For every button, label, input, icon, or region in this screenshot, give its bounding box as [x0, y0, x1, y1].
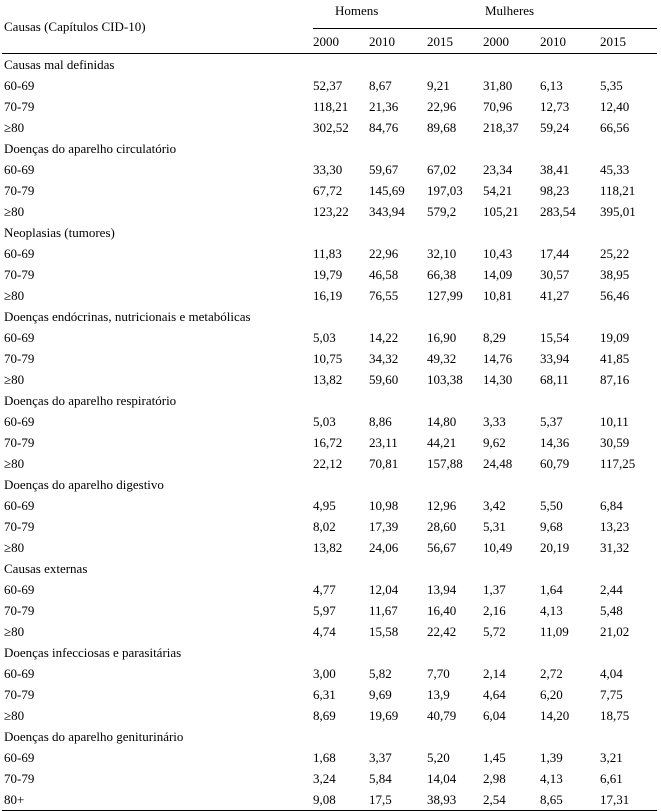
year-header: 2010 [369, 29, 427, 54]
cause-group-title: Doenças do aparelho geniturinário [4, 729, 184, 744]
table-row [2, 663, 657, 684]
rate-cell: 3,37 [369, 750, 392, 765]
rate-cell: 145,69 [369, 183, 405, 198]
rate-cell: 3,33 [483, 414, 506, 429]
rate-cell: 25,22 [600, 246, 630, 261]
rate-cell: 1,64 [540, 582, 563, 597]
rate-cell: 87,16 [600, 372, 630, 387]
rate-cell: 11,09 [540, 624, 569, 639]
rate-cell: 44,21 [427, 435, 457, 450]
rate-cell: 38,95 [600, 267, 630, 282]
table-row [2, 768, 657, 789]
rate-cell: 40,79 [427, 708, 457, 723]
table-row [2, 159, 657, 180]
rate-cell: 283,54 [540, 204, 576, 219]
age-group-cell: 70-79 [4, 99, 35, 114]
age-group-cell: 80+ [2, 789, 313, 811]
table-row [2, 516, 657, 537]
year-header: 2000 [483, 29, 540, 54]
rate-cell: 49,32 [427, 351, 457, 366]
rate-cell: 60,79 [540, 456, 570, 471]
rate-cell: 6,31 [313, 687, 336, 702]
table-row [2, 327, 657, 348]
cause-group-row [2, 222, 657, 243]
rate-cell: 18,75 [600, 708, 630, 723]
rate-cell: 5,03 [313, 330, 336, 345]
rate-cell: 33,94 [540, 351, 570, 366]
rate-cell: 56,46 [600, 288, 630, 303]
rate-cell: 41,85 [600, 351, 630, 366]
rate-cell: 12,73 [540, 99, 570, 114]
cause-group-row [2, 54, 657, 76]
rate-cell: 8,69 [313, 708, 336, 723]
rate-cell: 4,77 [313, 582, 336, 597]
table-row [2, 453, 657, 474]
age-group-cell: 60-69 [4, 330, 35, 345]
rate-cell: 20,19 [540, 540, 570, 555]
rate-cell: 118,21 [313, 99, 349, 114]
table-row [2, 621, 657, 642]
rate-cell: 5,37 [540, 414, 563, 429]
rate-cell: 5,03 [313, 414, 336, 429]
men-header: Homens [335, 3, 379, 18]
rate-cell: 76,55 [369, 288, 399, 303]
age-group-cell: ≥80 [4, 288, 25, 303]
rate-cell: 9,08 [313, 789, 369, 811]
rate-cell: 197,03 [427, 183, 463, 198]
cause-group-title: Doenças do aparelho digestivo [4, 477, 164, 492]
rate-cell: 3,21 [600, 750, 623, 765]
age-group-cell: 70-79 [4, 771, 35, 786]
rate-cell: 19,09 [600, 330, 630, 345]
rate-cell: 5,20 [427, 750, 450, 765]
age-group-cell: 70-79 [4, 687, 35, 702]
rate-cell: 54,21 [483, 183, 513, 198]
rate-cell: 5,35 [600, 78, 623, 93]
rate-cell: 13,94 [427, 582, 457, 597]
rate-cell: 2,44 [600, 582, 623, 597]
table-row [2, 537, 657, 558]
table-row [2, 600, 657, 621]
rate-cell: 16,72 [313, 435, 343, 450]
rate-cell: 6,84 [600, 498, 623, 513]
year-header: 2010 [540, 29, 600, 54]
rate-cell: 10,49 [483, 540, 513, 555]
rate-cell: 5,50 [540, 498, 563, 513]
cause-group-title: Doenças endócrinas, nutricionais e metabólicas [4, 309, 251, 324]
rate-cell: 15,54 [540, 330, 570, 345]
rate-cell: 13,9 [427, 687, 450, 702]
rate-cell: 41,27 [540, 288, 570, 303]
table-row [2, 201, 657, 222]
rate-cell: 98,23 [540, 183, 570, 198]
rate-cell: 8,86 [369, 414, 392, 429]
rate-cell: 5,97 [313, 603, 336, 618]
rate-cell: 13,82 [313, 540, 343, 555]
rate-cell: 8,02 [313, 519, 336, 534]
mortality-table [2, 0, 657, 811]
table-row [2, 264, 657, 285]
rate-cell: 10,75 [313, 351, 343, 366]
rate-cell: 12,40 [600, 99, 630, 114]
rate-cell: 13,82 [313, 372, 343, 387]
rate-cell: 89,68 [427, 120, 457, 135]
rate-cell: 117,25 [600, 456, 636, 471]
rate-cell: 1,39 [540, 750, 563, 765]
table-row [2, 285, 657, 306]
rate-cell: 17,44 [540, 246, 570, 261]
age-group-cell: 70-79 [4, 603, 35, 618]
rate-cell: 9,21 [427, 78, 450, 93]
cause-group-title: Doenças infecciosas e parasitárias [4, 645, 182, 660]
cause-group-title: Causas externas [4, 561, 88, 576]
rate-cell: 22,42 [427, 624, 457, 639]
table-row [2, 705, 657, 726]
age-group-cell: 70-79 [4, 435, 35, 450]
rate-cell: 6,61 [600, 771, 623, 786]
rate-cell: 22,12 [313, 456, 343, 471]
rate-cell: 14,22 [369, 330, 399, 345]
age-group-cell: 60-69 [4, 582, 35, 597]
age-group-cell: ≥80 [4, 456, 25, 471]
rate-cell: 16,19 [313, 288, 343, 303]
rate-cell: 67,02 [427, 162, 457, 177]
rate-cell: 12,04 [369, 582, 399, 597]
rate-cell: 2,72 [540, 666, 563, 681]
age-group-cell: 60-69 [4, 246, 35, 261]
rate-cell: 17,5 [369, 789, 427, 811]
rate-cell: 10,81 [483, 288, 513, 303]
rate-cell: 14,76 [483, 351, 513, 366]
rate-cell: 16,90 [427, 330, 457, 345]
rate-cell: 32,10 [427, 246, 457, 261]
rate-cell: 8,29 [483, 330, 506, 345]
table-row [2, 789, 657, 811]
rate-cell: 13,23 [600, 519, 630, 534]
rate-cell: 68,11 [540, 372, 569, 387]
age-group-cell: ≥80 [4, 540, 25, 555]
rate-cell: 14,20 [540, 708, 570, 723]
rate-cell: 7,70 [427, 666, 450, 681]
rate-cell: 33,30 [313, 162, 343, 177]
rate-cell: 5,48 [600, 603, 623, 618]
rate-cell: 7,75 [600, 687, 623, 702]
table-row [2, 75, 657, 96]
rate-cell: 4,74 [313, 624, 336, 639]
rate-cell: 3,24 [313, 771, 336, 786]
rate-cell: 6,13 [540, 78, 563, 93]
rate-cell: 395,01 [600, 204, 636, 219]
rate-cell: 123,22 [313, 204, 349, 219]
rate-cell: 15,58 [369, 624, 399, 639]
table-row [2, 432, 657, 453]
rate-cell: 21,02 [600, 624, 630, 639]
rate-cell: 2,54 [483, 789, 540, 811]
rate-cell: 22,96 [369, 246, 399, 261]
rate-cell: 67,72 [313, 183, 343, 198]
rate-cell: 30,57 [540, 267, 570, 282]
age-group-cell: 60-69 [4, 750, 35, 765]
rate-cell: 38,41 [540, 162, 570, 177]
rate-cell: 52,37 [313, 78, 343, 93]
age-group-cell: 60-69 [4, 498, 35, 513]
rate-cell: 1,68 [313, 750, 336, 765]
rate-cell: 4,04 [600, 666, 623, 681]
rate-cell: 16,40 [427, 603, 457, 618]
rate-cell: 9,62 [483, 435, 506, 450]
rate-cell: 28,60 [427, 519, 457, 534]
rate-cell: 157,88 [427, 456, 463, 471]
age-group-cell: ≥80 [4, 204, 25, 219]
rate-cell: 66,38 [427, 267, 457, 282]
rate-cell: 59,67 [369, 162, 399, 177]
rate-cell: 17,31 [600, 789, 657, 811]
rate-cell: 127,99 [427, 288, 463, 303]
rate-cell: 34,32 [369, 351, 399, 366]
rate-cell: 45,33 [600, 162, 630, 177]
table-row [2, 684, 657, 705]
cause-group-row [2, 726, 657, 747]
rate-cell: 24,48 [483, 456, 513, 471]
rate-cell: 2,14 [483, 666, 506, 681]
header-row-sex [2, 0, 657, 29]
table-row [2, 180, 657, 201]
rate-cell: 19,69 [369, 708, 399, 723]
rate-cell: 343,94 [369, 204, 405, 219]
rate-cell: 30,59 [600, 435, 630, 450]
cause-group-row [2, 642, 657, 663]
rate-cell: 66,56 [600, 120, 630, 135]
rate-cell: 2,98 [483, 771, 506, 786]
women-header: Mulheres [485, 3, 535, 18]
rate-cell: 70,96 [483, 99, 513, 114]
rate-cell: 56,67 [427, 540, 457, 555]
rate-cell: 59,24 [540, 120, 570, 135]
rate-cell: 103,38 [427, 372, 463, 387]
rate-cell: 218,37 [483, 120, 519, 135]
cause-group-title: Doenças do aparelho circulatório [4, 141, 177, 156]
table-row [2, 369, 657, 390]
rate-cell: 70,81 [369, 456, 399, 471]
rate-cell: 14,80 [427, 414, 457, 429]
cause-group-title: Causas mal definidas [4, 57, 115, 72]
rate-cell: 14,36 [540, 435, 570, 450]
rate-cell: 38,93 [427, 789, 483, 811]
rate-cell: 6,20 [540, 687, 563, 702]
cause-group-row [2, 390, 657, 411]
rate-cell: 10,43 [483, 246, 513, 261]
rate-cell: 11,83 [313, 246, 342, 261]
cause-group-title: Doenças do aparelho respiratório [4, 393, 177, 408]
age-group-cell: 70-79 [4, 267, 35, 282]
rate-cell: 5,31 [483, 519, 506, 534]
rate-cell: 31,32 [600, 540, 630, 555]
table-row [2, 96, 657, 117]
rate-cell: 6,04 [483, 708, 506, 723]
year-header: 2000 [313, 29, 369, 54]
table-body [2, 54, 657, 811]
year-header: 2015 [600, 29, 657, 54]
table-row [2, 243, 657, 264]
cause-group-row [2, 138, 657, 159]
rate-cell: 21,36 [369, 99, 399, 114]
rate-cell: 4,95 [313, 498, 336, 513]
causes-column-header: Causas (Capítulos CID-10) [2, 0, 313, 54]
table-row [2, 747, 657, 768]
rate-cell: 59,60 [369, 372, 399, 387]
table-row [2, 411, 657, 432]
table-row [2, 348, 657, 369]
rate-cell: 4,64 [483, 687, 506, 702]
rate-cell: 1,45 [483, 750, 506, 765]
rate-cell: 4,13 [540, 603, 563, 618]
table-row [2, 495, 657, 516]
cause-group-row [2, 558, 657, 579]
rate-cell: 9,69 [369, 687, 392, 702]
rate-cell: 14,30 [483, 372, 513, 387]
rate-cell: 14,04 [427, 771, 457, 786]
rate-cell: 84,76 [369, 120, 399, 135]
rate-cell: 23,11 [369, 435, 398, 450]
rate-cell: 19,79 [313, 267, 343, 282]
age-group-cell: 60-69 [4, 162, 35, 177]
age-group-cell: ≥80 [4, 120, 25, 135]
table-row [2, 117, 657, 138]
rate-cell: 17,39 [369, 519, 399, 534]
rate-cell: 1,37 [483, 582, 506, 597]
age-group-cell: ≥80 [4, 372, 25, 387]
rate-cell: 302,52 [313, 120, 349, 135]
rate-cell: 14,09 [483, 267, 513, 282]
rate-cell: 105,21 [483, 204, 519, 219]
age-group-cell: 60-69 [4, 666, 35, 681]
rate-cell: 118,21 [600, 183, 636, 198]
rate-cell: 46,58 [369, 267, 399, 282]
cause-group-row [2, 306, 657, 327]
age-group-cell: ≥80 [4, 624, 25, 639]
rate-cell: 22,96 [427, 99, 457, 114]
cause-group-row [2, 474, 657, 495]
rate-cell: 24,06 [369, 540, 399, 555]
age-group-cell: 70-79 [4, 183, 35, 198]
age-group-cell: 60-69 [4, 78, 35, 93]
age-group-cell: 60-69 [4, 414, 35, 429]
rate-cell: 10,98 [369, 498, 399, 513]
rate-cell: 3,42 [483, 498, 506, 513]
rate-cell: 5,72 [483, 624, 506, 639]
rate-cell: 5,84 [369, 771, 392, 786]
rate-cell: 31,80 [483, 78, 513, 93]
rate-cell: 4,13 [540, 771, 563, 786]
age-group-cell: ≥80 [4, 708, 25, 723]
table-row [2, 579, 657, 600]
rate-cell: 8,65 [540, 789, 600, 811]
year-header: 2015 [427, 29, 483, 54]
rate-cell: 2,16 [483, 603, 506, 618]
rate-cell: 579,2 [427, 204, 457, 219]
rate-cell: 23,34 [483, 162, 513, 177]
age-group-cell: 70-79 [4, 351, 35, 366]
rate-cell: 10,11 [600, 414, 629, 429]
rate-cell: 9,68 [540, 519, 563, 534]
rate-cell: 12,96 [427, 498, 457, 513]
rate-cell: 8,67 [369, 78, 392, 93]
rate-cell: 11,67 [369, 603, 398, 618]
age-group-cell: 70-79 [4, 519, 35, 534]
cause-group-title: Neoplasias (tumores) [4, 225, 115, 240]
rate-cell: 5,82 [369, 666, 392, 681]
rate-cell: 3,00 [313, 666, 336, 681]
